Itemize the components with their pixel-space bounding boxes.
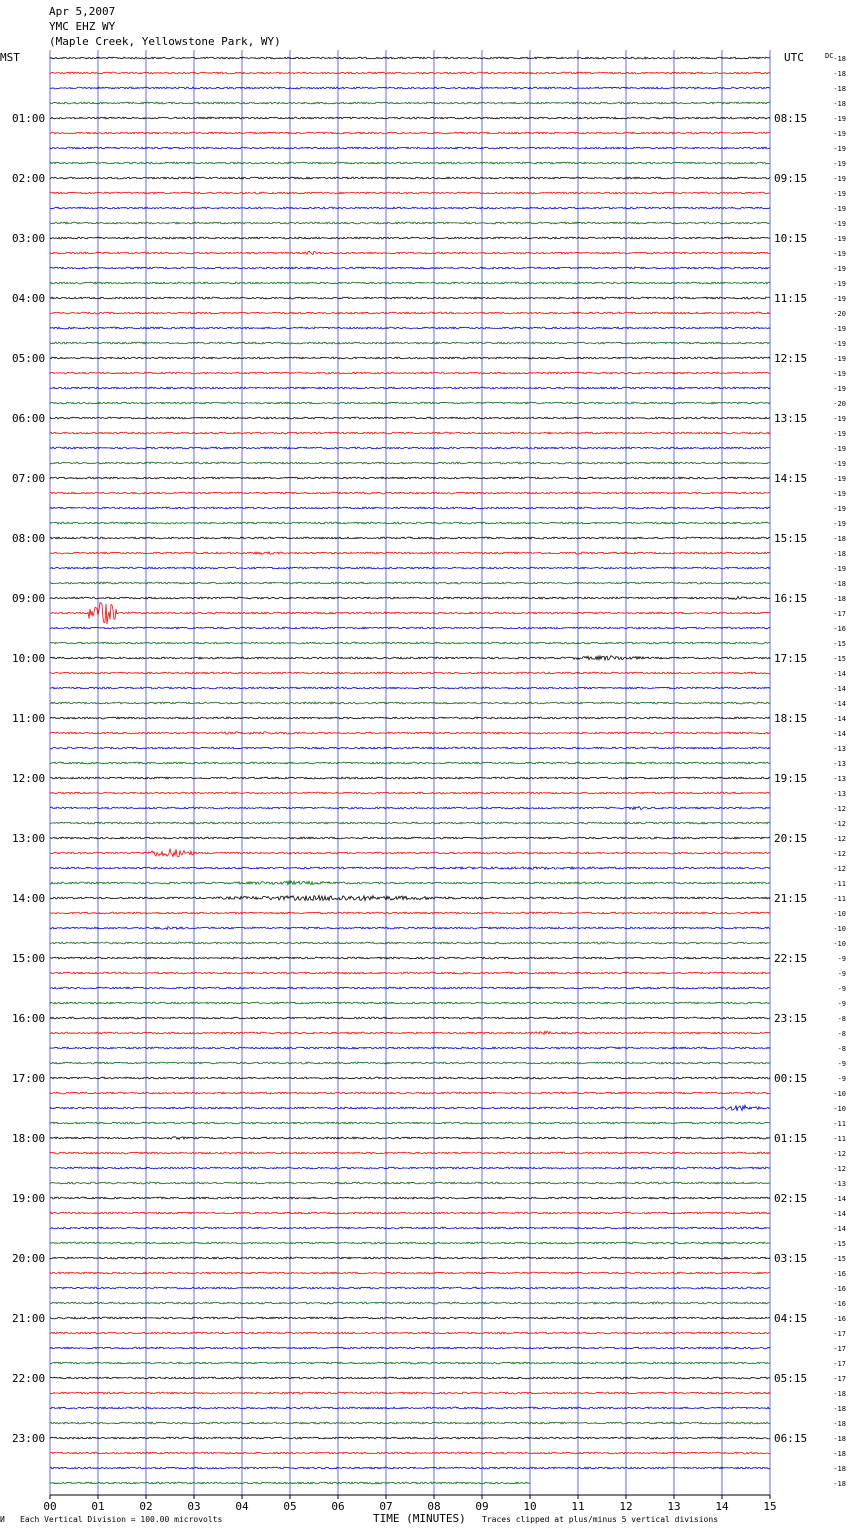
- dc-offset-label: DC: [825, 52, 834, 60]
- seismic-trace-row: [50, 1137, 770, 1140]
- dc-offset-value: -18: [833, 1465, 846, 1473]
- dc-offset-value: -18: [833, 580, 846, 588]
- seismic-trace-row: [50, 162, 770, 164]
- seismic-trace-row: [50, 57, 770, 59]
- dc-offset-value: -11: [833, 895, 846, 903]
- seismic-trace-row: [50, 1332, 770, 1334]
- dc-offset-value: -17: [833, 1345, 846, 1353]
- seismic-trace-row: [50, 327, 770, 329]
- seismic-trace-row: [50, 297, 770, 299]
- dc-offset-value: -13: [833, 775, 846, 783]
- seismic-trace-row: [50, 1272, 770, 1274]
- dc-offset-value: -18: [833, 1390, 846, 1398]
- seismic-trace-row: [50, 177, 770, 179]
- seismic-trace-row: [50, 507, 770, 509]
- utc-hour-label: 01:15: [774, 1132, 808, 1145]
- utc-hour-label: 04:15: [774, 1312, 808, 1325]
- dc-offset-value: -18: [833, 100, 846, 108]
- dc-offset-value: -16: [833, 1300, 846, 1308]
- seismic-trace-row: [50, 1242, 770, 1244]
- mst-axis-label: MST: [0, 51, 20, 64]
- dc-offset-value: -16: [833, 1270, 846, 1278]
- dc-offset-value: -9: [837, 1075, 846, 1083]
- mst-hour-label: 05:00: [12, 352, 46, 365]
- dc-offset-value: -19: [833, 370, 846, 378]
- seismic-trace-row: [50, 1212, 770, 1214]
- dc-offset-value: -19: [833, 355, 846, 363]
- seismic-trace-row: [50, 402, 770, 404]
- x-tick-label: 07: [379, 1500, 393, 1513]
- seismic-trace-row: [50, 251, 770, 254]
- seismic-trace-row: [50, 732, 770, 735]
- x-tick-label: 13: [667, 1500, 681, 1513]
- mst-hour-label: 22:00: [12, 1372, 46, 1385]
- dc-offset-value: -19: [833, 115, 846, 123]
- utc-hour-label: 21:15: [774, 892, 808, 905]
- x-tick-label: 05: [283, 1500, 297, 1513]
- utc-hour-label: 02:15: [774, 1192, 808, 1205]
- dc-offset-value: -11: [833, 880, 846, 888]
- dc-offset-value: -9: [837, 1000, 846, 1008]
- dc-offset-value: -18: [833, 595, 846, 603]
- station-location: (Maple Creek, Yellowstone Park, WY): [49, 35, 281, 48]
- utc-hour-label: 08:15: [774, 112, 808, 125]
- mst-hour-label: 12:00: [12, 772, 46, 785]
- dc-offset-value: -12: [833, 1150, 846, 1158]
- seismic-trace-row: [50, 267, 770, 269]
- seismic-trace-row: [50, 972, 770, 974]
- x-tick-label: 12: [619, 1500, 633, 1513]
- seismic-trace-row: [50, 1422, 770, 1424]
- seismic-trace-row: [50, 342, 770, 344]
- seismic-trace-row: [50, 522, 770, 524]
- seismic-trace-row: [50, 1017, 770, 1019]
- dc-offset-value: -9: [837, 985, 846, 993]
- mst-hour-label: 09:00: [12, 592, 46, 605]
- seismic-trace-row: [50, 777, 770, 779]
- x-tick-label: 08: [427, 1500, 441, 1513]
- utc-hour-label: 19:15: [774, 772, 808, 785]
- dc-offset-value: -19: [833, 250, 846, 258]
- dc-offset-value: -19: [833, 280, 846, 288]
- seismic-trace-row: [50, 87, 770, 89]
- dc-offset-value: -11: [833, 1135, 846, 1143]
- utc-hour-label: 18:15: [774, 712, 808, 725]
- seismic-trace-row: [50, 1362, 770, 1364]
- dc-offset-value: -13: [833, 760, 846, 768]
- seismic-trace-row: [50, 1347, 770, 1349]
- dc-offset-value: -10: [833, 940, 846, 948]
- seismic-trace-row: [50, 102, 770, 104]
- seismic-trace-row: [50, 687, 770, 689]
- seismic-trace-row: [50, 282, 770, 284]
- dc-offset-value: -10: [833, 910, 846, 918]
- dc-offset-value: -19: [833, 430, 846, 438]
- seismic-trace-row: [50, 867, 770, 870]
- dc-offset-value: -15: [833, 640, 846, 648]
- seismic-trace-row: [50, 895, 770, 900]
- dc-offset-value: -8: [837, 1015, 846, 1023]
- mst-hour-label: 04:00: [12, 292, 46, 305]
- dc-offset-value: -18: [833, 550, 846, 558]
- dc-offset-value: -19: [833, 505, 846, 513]
- seismic-trace-row: [50, 1031, 770, 1034]
- dc-offset-value: -14: [833, 1225, 846, 1233]
- corner-mark: И: [0, 1515, 5, 1524]
- dc-offset-value: -9: [837, 1060, 846, 1068]
- dc-offset-value: -18: [833, 1435, 846, 1443]
- dc-offset-value: -20: [833, 400, 846, 408]
- seismic-trace-row: [50, 672, 770, 674]
- minute-gridlines: [50, 50, 770, 1499]
- mst-hour-label: 14:00: [12, 892, 46, 905]
- seismic-trace-row: [50, 806, 770, 809]
- dc-offset-value: -19: [833, 415, 846, 423]
- dc-offset-value: -18: [833, 535, 846, 543]
- dc-offset-value: -18: [833, 85, 846, 93]
- dc-offset-value: -19: [833, 475, 846, 483]
- dc-offset-value: -10: [833, 925, 846, 933]
- dc-offset-value: -9: [837, 955, 846, 963]
- dc-offset-value: -19: [833, 265, 846, 273]
- seismic-trace-row: [50, 1077, 770, 1079]
- dc-offset-value: -17: [833, 1375, 846, 1383]
- seismic-trace-row: [50, 1392, 770, 1394]
- seismic-trace-row: [50, 477, 770, 479]
- seismic-trace-row: [50, 447, 770, 449]
- seismic-trace-row: [50, 762, 770, 764]
- seismic-trace-row: [50, 1197, 770, 1199]
- seismic-trace-row: [50, 1105, 770, 1111]
- utc-hour-label: 13:15: [774, 412, 808, 425]
- axis-labels: [12, 55, 846, 1513]
- seismic-trace-row: [50, 237, 770, 239]
- dc-offset-value: -19: [833, 175, 846, 183]
- utc-hour-label: 10:15: [774, 232, 808, 245]
- dc-offset-value: -19: [833, 445, 846, 453]
- dc-offset-value: -19: [833, 325, 846, 333]
- dc-offset-value: -18: [833, 55, 846, 63]
- dc-offset-value: -19: [833, 235, 846, 243]
- seismic-trace-row: [50, 702, 770, 704]
- dc-offset-value: -18: [833, 1405, 846, 1413]
- x-tick-label: 10: [523, 1500, 537, 1513]
- x-axis-title: TIME (MINUTES): [373, 1512, 466, 1525]
- mst-hour-label: 19:00: [12, 1192, 46, 1205]
- mst-hour-label: 01:00: [12, 112, 46, 125]
- seismic-trace-row: [50, 849, 770, 857]
- dc-offset-value: -12: [833, 820, 846, 828]
- seismic-trace-row: [50, 1302, 770, 1304]
- x-tick-label: 04: [235, 1500, 249, 1513]
- seismic-trace-row: [50, 927, 770, 930]
- dc-offset-value: -14: [833, 1195, 846, 1203]
- x-tick-label: 15: [763, 1500, 777, 1513]
- utc-hour-label: 05:15: [774, 1372, 808, 1385]
- seismic-trace-row: [50, 312, 770, 314]
- dc-offset-value: -14: [833, 700, 846, 708]
- seismic-trace-row: [50, 537, 770, 539]
- dc-offset-value: -16: [833, 625, 846, 633]
- mst-hour-label: 16:00: [12, 1012, 46, 1025]
- seismic-trace-row: [50, 207, 770, 209]
- mst-hour-label: 17:00: [12, 1072, 46, 1085]
- dc-offset-value: -10: [833, 1090, 846, 1098]
- utc-hour-label: 20:15: [774, 832, 808, 845]
- chart-date: Apr 5,2007: [49, 5, 116, 18]
- dc-offset-value: -19: [833, 520, 846, 528]
- seismic-trace-row: [50, 1062, 770, 1064]
- seismic-trace-row: [50, 881, 770, 885]
- utc-hour-label: 17:15: [774, 652, 808, 665]
- dc-offset-value: -8: [837, 1045, 846, 1053]
- dc-offset-value: -19: [833, 565, 846, 573]
- seismic-trace-row: [50, 596, 770, 599]
- seismic-trace-row: [50, 987, 770, 989]
- dc-offset-value: -14: [833, 730, 846, 738]
- seismic-trace-row: [50, 1467, 770, 1469]
- seismic-trace-row: [50, 603, 770, 625]
- dc-offset-value: -12: [833, 805, 846, 813]
- seismic-trace-row: [50, 1317, 770, 1319]
- dc-offset-value: -16: [833, 1285, 846, 1293]
- dc-offset-value: -13: [833, 1180, 846, 1188]
- dc-offset-value: -19: [833, 190, 846, 198]
- dc-offset-value: -14: [833, 715, 846, 723]
- seismic-trace-row: [50, 417, 770, 419]
- mst-hour-label: 02:00: [12, 172, 46, 185]
- seismic-trace-row: [50, 1167, 770, 1169]
- scale-note: Each Vertical Division = 100.00 microvolts: [20, 1515, 223, 1524]
- seismic-trace-row: [50, 1047, 770, 1049]
- dc-offset-value: -17: [833, 1360, 846, 1368]
- mst-hour-label: 11:00: [12, 712, 46, 725]
- utc-axis-label: UTC: [784, 51, 804, 64]
- mst-hour-label: 03:00: [12, 232, 46, 245]
- seismic-trace-row: [50, 72, 770, 74]
- dc-offset-value: -18: [833, 1450, 846, 1458]
- x-tick-label: 11: [571, 1500, 585, 1513]
- seismic-trace-row: [50, 492, 770, 494]
- seismic-trace-row: [50, 1092, 770, 1094]
- dc-offset-value: -13: [833, 790, 846, 798]
- dc-offset-value: -12: [833, 865, 846, 873]
- seismic-trace-row: [50, 357, 770, 359]
- mst-hour-label: 21:00: [12, 1312, 46, 1325]
- mst-hour-label: 23:00: [12, 1432, 46, 1445]
- x-tick-label: 00: [43, 1500, 57, 1513]
- seismic-trace-row: [50, 117, 770, 119]
- seismic-trace-row: [50, 192, 770, 194]
- dc-offset-value: -19: [833, 295, 846, 303]
- mst-hour-label: 18:00: [12, 1132, 46, 1145]
- dc-offset-value: -15: [833, 655, 846, 663]
- mst-hour-label: 07:00: [12, 472, 46, 485]
- x-tick-label: 14: [715, 1500, 729, 1513]
- dc-offset-value: -12: [833, 1165, 846, 1173]
- dc-offset-value: -17: [833, 1330, 846, 1338]
- mst-hour-label: 08:00: [12, 532, 46, 545]
- seismic-trace-row: [50, 912, 770, 914]
- seismic-trace-row: [50, 567, 770, 569]
- seismic-trace-row: [50, 1287, 770, 1289]
- seismic-trace-row: [50, 942, 770, 944]
- dc-offset-value: -19: [833, 160, 846, 168]
- dc-offset-value: -19: [833, 490, 846, 498]
- seismic-trace-row: [50, 822, 770, 824]
- dc-offset-value: -9: [837, 970, 846, 978]
- dc-offset-value: -18: [833, 70, 846, 78]
- dc-offset-value: -12: [833, 835, 846, 843]
- dc-offset-value: -19: [833, 460, 846, 468]
- dc-offset-value: -19: [833, 130, 846, 138]
- seismic-trace-row: [50, 792, 770, 794]
- seismic-trace-row: [50, 1227, 770, 1229]
- mst-hour-label: 20:00: [12, 1252, 46, 1265]
- dc-offset-value: -19: [833, 145, 846, 153]
- seismic-trace-row: [50, 582, 770, 584]
- seismic-trace-row: [50, 1002, 770, 1004]
- seismic-trace-row: [50, 1407, 770, 1409]
- utc-hour-label: 11:15: [774, 292, 808, 305]
- dc-offset-value: -8: [837, 1030, 846, 1038]
- dc-offset-value: -14: [833, 1210, 846, 1218]
- dc-offset-value: -11: [833, 1120, 846, 1128]
- mst-hour-label: 13:00: [12, 832, 46, 845]
- seismic-trace-row: [50, 1452, 770, 1454]
- utc-hour-label: 03:15: [774, 1252, 808, 1265]
- mst-hour-label: 10:00: [12, 652, 46, 665]
- seismic-trace-row: [50, 1437, 770, 1439]
- seismic-traces: [50, 57, 770, 1484]
- utc-hour-label: 12:15: [774, 352, 808, 365]
- seismic-trace-row: [50, 957, 770, 959]
- utc-hour-label: 22:15: [774, 952, 808, 965]
- x-tick-label: 02: [139, 1500, 153, 1513]
- utc-hour-label: 14:15: [774, 472, 808, 485]
- seismic-trace-row: [50, 642, 770, 644]
- dc-offset-value: -13: [833, 745, 846, 753]
- seismic-trace-row: [50, 837, 770, 839]
- x-tick-label: 01: [91, 1500, 105, 1513]
- utc-hour-label: 15:15: [774, 532, 808, 545]
- seismic-trace-row: [50, 432, 770, 434]
- utc-hour-label: 09:15: [774, 172, 808, 185]
- dc-offset-value: -16: [833, 1315, 846, 1323]
- seismic-trace-row: [50, 462, 770, 464]
- mst-hour-label: 15:00: [12, 952, 46, 965]
- seismic-trace-row: [50, 717, 770, 719]
- x-tick-label: 06: [331, 1500, 345, 1513]
- seismic-trace-row: [50, 387, 770, 389]
- seismic-trace-row: [50, 222, 770, 224]
- clip-note: Traces clipped at plus/minus 5 vertical divisions: [482, 1515, 719, 1524]
- seismic-trace-row: [50, 1377, 770, 1379]
- dc-offset-value: -15: [833, 1240, 846, 1248]
- seismic-trace-row: [50, 1182, 770, 1184]
- seismic-trace-row: [50, 372, 770, 374]
- seismic-trace-row: [50, 747, 770, 749]
- dc-offset-value: -14: [833, 685, 846, 693]
- x-tick-label: 09: [475, 1500, 489, 1513]
- seismic-trace-row: [50, 1152, 770, 1154]
- dc-offset-value: -20: [833, 310, 846, 318]
- dc-offset-value: -19: [833, 220, 846, 228]
- seismic-trace-row: [50, 656, 770, 660]
- station-code: YMC EHZ WY: [49, 20, 116, 33]
- dc-offset-value: -19: [833, 340, 846, 348]
- utc-hour-label: 06:15: [774, 1432, 808, 1445]
- seismic-trace-row: [50, 1122, 770, 1124]
- dc-offset-value: -12: [833, 850, 846, 858]
- dc-offset-value: -18: [833, 1420, 846, 1428]
- dc-offset-value: -18: [833, 1480, 846, 1488]
- dc-offset-value: -17: [833, 610, 846, 618]
- seismic-trace-row: [50, 552, 770, 555]
- utc-hour-label: 00:15: [774, 1072, 808, 1085]
- seismic-trace-row: [50, 132, 770, 134]
- dc-offset-value: -19: [833, 385, 846, 393]
- seismic-trace-row: [50, 627, 770, 629]
- dc-offset-value: -10: [833, 1105, 846, 1113]
- dc-offset-value: -19: [833, 205, 846, 213]
- seismic-trace-row: [50, 147, 770, 149]
- utc-hour-label: 23:15: [774, 1012, 808, 1025]
- x-tick-label: 03: [187, 1500, 201, 1513]
- mst-hour-label: 06:00: [12, 412, 46, 425]
- utc-hour-label: 16:15: [774, 592, 808, 605]
- dc-offset-value: -14: [833, 670, 846, 678]
- seismic-trace-row: [50, 1257, 770, 1259]
- dc-offset-value: -15: [833, 1255, 846, 1263]
